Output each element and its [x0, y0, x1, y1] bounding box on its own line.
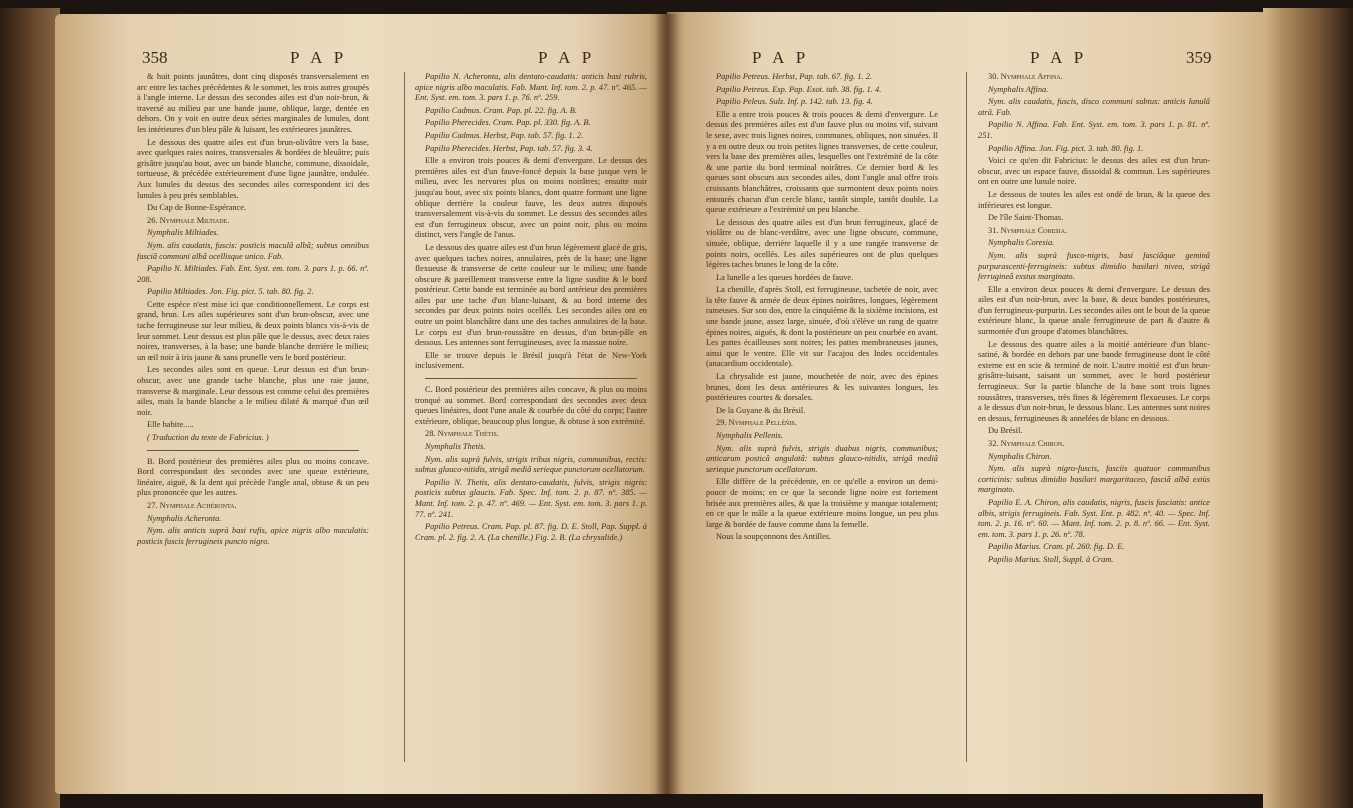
reference: Papilio Affina. Jon. Fig. pict. 3. tab. 80. fig. 1. — [988, 143, 1144, 153]
section-divider — [147, 450, 359, 451]
column-rule-left — [404, 72, 405, 762]
reference: Papilio Marius. Stoll, Suppl. à Cram. — [988, 554, 1114, 564]
species-heading: 28. Nymphale Thétis. — [425, 429, 499, 439]
species-diagnosis: Nym. alis anticis suprà basi rufis, apice nigris albo maculatis: posticis fuscis ferrugineis puncto nigro. — [137, 526, 369, 546]
paragraph: Elle a environ deux pouces & demi d'envergure. Le dessus des ailes est d'un noir-brun, avec la base, & deux bandes postérieures, d'un ferrugineux-purpurin. Les secondes ailes ont le bout de la queue extérieure blanc, la queue anale ferrugineuse de part & d'autre & surmontée d'un groupe d'atomes blanchâtres. — [978, 284, 1210, 337]
book-gutter — [655, 14, 679, 794]
species-heading: 26. Nymphale Miltiade. — [147, 215, 230, 225]
species-latin-name: Nymphalis Chiron. — [988, 451, 1052, 461]
species-diagnosis: Nym. alis suprà fulvis, strigis tribus nigris, communibus, rectis: subtus glauco-nitidis, strigâ mediâ serieque punctorum ocellatorum. — [415, 454, 647, 475]
running-head-right-2: P A P — [1030, 48, 1088, 67]
paragraph: Le dessous des quatre ailes est d'un brun légèrement glacé de gris, avec quelques taches noires, annulaires, près de la base; une ligne flexueuse & transverse de cette couleur sur le milieu; une bande obscure & pareillement transverse entre la ligne susdite & le bord postérieur. Cette bande est terminée au bord antérieur des premières ailes par une tache d'un blanc-luisant, & au bord interne des secondes par deux points noirs ocellés. Les secondes ailes ont en outre un point blanchâtre dans une des taches annulaires de la base. Le corps est d'un brun-roussâtre en dessus, d'un brun-pâle en dessous. Les antennes sont ferrugineuses, avec la massue noire. — [415, 242, 647, 348]
book-cover-left-edge — [0, 8, 60, 808]
species-latin-name: Nymphalis Coresia. — [988, 238, 1055, 248]
reference: Papilio N. Miltiades. Fab. Ent. Syst. em. tom. 3. pars 1. p. 66. nº. 208. — [137, 264, 369, 284]
species-diagnosis: Nym. alis caudatis, fuscis: posticis maculâ albâ; subtus omnibus fasciâ communi albâ ocellisque unico. Fab. — [137, 240, 369, 261]
text-column-3 — [706, 72, 938, 545]
reference: Papilio Miltiades. Jon. Fig. pict. 5. tab. 80. fig. 2. — [147, 287, 314, 297]
reference: Papilio N. Thetis, alis dentato-caudatis, fulvis, strigis nigris: posticis subtus glaucis. Fab. Spec. Inf. tom. 2. p. 87. nº. 385. — Mant. Inf. tom. 2. p. 47. nº. 469. — Ent. Syst. em. tom. 3. pars 1. p. 77. nº. 241. — [415, 477, 647, 519]
book-cover-right-edge — [1263, 8, 1353, 808]
reference: Papilio Cadmus. Cram. Pap. pl. 22. fig. A. B. — [425, 105, 577, 115]
paragraph: Elle habite..... — [147, 420, 194, 430]
reference: Papilio Marius. Cram. pl. 260. fig. D. E. — [988, 542, 1125, 552]
paragraph: Elle diffère de la précédente, en ce qu'elle a environ un demi-pouce de moins; en ce que la seconde ligne noire est fortement brisée aux premières ailes, & que la troisième y manque totalement; en ce que le mâle a la queue extérieure moins longue, un peu plus large & bordée de fauve comme dans la femelle. — [706, 477, 938, 529]
species-heading: 32. Nymphale Chiron. — [988, 439, 1065, 448]
reference: Papilio Petreus. Esp. Pap. Exot. tab. 38. fig. 1. 4. — [716, 84, 882, 94]
species-latin-name: Nymphalis Affina. — [988, 84, 1049, 94]
paragraph: Le dessous de toutes les ailes est ondé de brun, & la queue des inférieures est longue. — [978, 189, 1210, 210]
text-column-4 — [978, 72, 1210, 568]
column-rule-right — [966, 72, 967, 762]
paragraph: Elle se trouve depuis le Brésil jusqu'à l'état de New-York inclusivement. — [415, 350, 647, 371]
paragraph: La chrysalide est jaune, mouchetée de noir, avec des épines brunes, dont les deux antérieures & les suivantes longues, les postérieures courtes & dorsales. — [706, 372, 938, 403]
paragraph: De la Guyane & du Brésil. — [716, 405, 806, 415]
section-divider — [425, 378, 637, 379]
paragraph: Les secondes ailes sont en queue. Leur dessus est d'un brun-obscur, avec une grande tache blanche, plus une raie jaune, transverse & marginale. Leur dessous est comme celui des premières ailes, mais la bande blanche a le milieu dilaté & marqué d'un œil noir. — [137, 365, 369, 417]
paragraph: Le dessous des quatre ailes est d'un brun ferrugineux, glacé de violâtre ou de blanc-verdâtre, avec une ligne obscure, commune, sinuée, oblique, derrière laquelle il y a une rangée transverse de points noirs, ocellés. Les ailes supérieures ont de plus quelques légères taches brunes le long de la côte. — [706, 217, 938, 270]
paragraph: Du Brésil. — [988, 426, 1023, 436]
species-heading: 30. Nymphale Affina. — [988, 72, 1063, 81]
species-heading: 27. Nymphale Achéronta. — [147, 500, 237, 510]
reference: Papilio N. Affina. Fab. Ent. Syst. em. tom. 3. pars 1. p. 81. nº. 251. — [978, 120, 1210, 140]
running-head-left-1: P A P — [290, 48, 348, 67]
running-head-right-1: P A P — [752, 48, 810, 67]
species-latin-name: Nymphalis Pellenis. — [716, 431, 783, 440]
reference: Papilio Petreus. Cram. Pap. pl. 87. fig. D. E. Stoll, Pap. Suppl. à Cram. pl. 2. fig. 2. A. (La chenille.) Fig. 2. B. (La chrysalide.) — [415, 522, 647, 542]
text-column-2 — [415, 72, 647, 545]
paragraph: Cette espèce n'est mise ici que conditionnellement. Le corps est grand, brun. Les ailes supérieures sont d'un brun-obscur, avec une tache ferrugineuse sur leur milieu, & deux points blancs vis-à-vis de leur sommet. Leur dessus est plus pâle que le dessus, avec deux raies noires, transverses, à la base; une bande blanche derrière le milieu; un œil noir à iris jaune & sans prunelle vers le bord postérieur. — [137, 299, 369, 362]
paragraph: La chenille, d'après Stoll, est ferrugineuse, tachetée de noir, avec la tête fauve & armée de deux épines noirâtres, longues, légèrement rameuses. Sur son dos, entre la cinquième & la sixième incisions, est une bande jaune, assez large, sinuée, d'où s'élève un rang de quatre épines noires, aiguës, & dont la postérieure un peu courbée en avant. Les pattes écailleuses sont noires; les pattes membraneuses jaunes, ainsi que le ventre. Elle vit sur l'acajou des Indes occidentales (anacardium occidentale). — [706, 285, 938, 369]
reference: Papilio Pherecides. Cram. Pap. pl. 330. fig. A. B. — [425, 118, 591, 128]
paragraph: Le dessous des quatre ailes est d'un brun-olivâtre vers la base, avec quelques raies noires, transversales & bordées de bleuâtre; puis grisâtre jusqu'au bout, avec un bande blanche, commune, dissoidale, tortueuse, & précédée extérieurement d'une ligne jaunâtre, ondulée. Aux lunules du dessus des secondes ailes correspondent ici des lunules à peu près semblables. — [137, 137, 369, 200]
reference: Papilio Pherecides. Herbst, Pap. tab. 57. fig. 3. 4. — [425, 143, 593, 153]
page-number-left: 358 — [142, 48, 168, 67]
species-diagnosis: Nym. alis suprà fulvis, strigis duabus nigris, communibus; anticarum posticâ angulatâ: subtus glauco-nitidis, strigâ mediâ serieque punctorum ocellatorum. — [706, 443, 938, 474]
text-column-1 — [137, 72, 369, 549]
paragraph: Nous la soupçonnons des Antilles. — [716, 532, 832, 542]
paragraph: Elle a entre trois pouces & trois pouces & demi d'envergure. Le dessus des premières ailes est d'un fauve plus ou moins vif, suivant le sexe, avec trois lignes noires, communes, obliques, non sinuées. Il y a en outre deux ou trois petites lignes transverses, de cette couleur, vers la base des premières ailes, lesquelles ont l'extrémité de la côte & une partie du bord terminal noirâtres. Ce dernier bord & les queues sont obscurs aux secondes ailes, dont l'angle anal offre trois croissants blanchâtres, croissants que surmontent deux points noirs entourés chacun d'un cercle blanc, tantôt simple, tantôt double. La queue extérieure a l'extrémité un peu blanche. — [706, 109, 938, 215]
species-latin-name: Nymphalis Miltiades. — [147, 228, 219, 238]
species-heading: 29. Nymphale Pelléńis. — [716, 418, 797, 428]
species-diagnosis: Nym. alis suprà fusco-nigris, basi fasciâque geminâ purpurascenti-ferrugineis: subtus dimidio basilari niveo, strigâ ferrugineâ exstus marginato. — [978, 250, 1210, 282]
paragraph: B. Bord postérieur des premières ailes plus ou moins concave. Bord correspondant des secondes avec une queue extérieure, linéaire, aiguë, & la dent qui précède l'angle anal, obtuse & un peu plus prononcée que les autres. — [137, 456, 369, 498]
translation-note: ( Traduction du texte de Fabricius. ) — [147, 433, 269, 442]
species-diagnosis: Nym. alis caudatis, fuscis, disco communi subtus: anticis lunulâ atrâ. Fab. — [978, 97, 1210, 117]
paragraph: C. Bord postérieur des premières ailes concave, & plus ou moins tronqué au sommet. Bord correspondant des secondes avec deux queues linéaires, dont l'une anale & courbée du côté du corps; l'autre extérieure, oblique, beaucoup plus longue, & obtuse à son extrémité. — [415, 385, 647, 426]
species-latin-name: Nymphalis Thetis. — [425, 442, 486, 451]
reference: Papilio Cadmus. Herbst, Pap. tab. 57. fig. 1. 2. — [425, 130, 584, 140]
paragraph: Elle a environ trois pouces & demi d'envergure. Le dessus des premières ailes est d'un fauve-foncé depuis la base jusque vers le milieu, avec les nervures plus ou moins noirâtres; ensuite noir jusqu'au bout, avec six points blancs, dont quatre formant une ligne oblique derrière la couleur fauve, les deux autres disposés transversalement vis-à-vis du sommet. Le dessus des secondes ailes est d'un ferrugineux obscur, avec un point noir, plus ou moins distinct, vers l'angle de l'anus. — [415, 156, 647, 240]
running-head-left-2: P A P — [538, 48, 596, 67]
paragraph: & huit points jaunâtres, dont cinq disposés transversalement en arc entre les taches précédentes & le sommet, les trois autres groupés à l'angle interne. Le dessus des secondes ailes est d'un noir-brun, & traversé au milieu par une bande jaune, oblique, large, dentée en dehors. On y voit en outre deux séries marginales de lunules, dont les intérieures d'un bleu pâle & luisant, les extérieures jaunâtres. — [137, 72, 369, 134]
paragraph: Le dessous des quatre ailes a la moitié antérieure d'un blanc-satiné, & bordée en dehors par une bande ferrugineuse dont le côté externe est en scie & terminé de noir. L'autre moitié est d'un brun-grisâtre-luisant, saisant un sommet, avec le bord postérieur ferrugineux. Sur la partie blanche de la base sont trois lignes roussâtres, transverses, très fines & légèrement flexueuses. Le corps a le dessus d'un noir-brun, le dessous blanc. Les antennes sont noires en dessus, ferrugineuses & annelées de blanc en dessous. — [978, 339, 1210, 423]
reference: Papilio N. Acheronta, alis dentato-caudatis: anticis basi rubris, apice nigris albo maculatis. Fab. Mant. Inf. tom. 2. p. 47. nº. 465. — Ent. Syst. em. tom. 3. pars 1. p. 76. nº. 259. — [415, 72, 647, 103]
paragraph: De l'île Saint-Thomas. — [988, 213, 1064, 223]
species-diagnosis: Nym. alis suprà nigro-fuscis, fasciis quatuor communibus corticinis: subtus dimidio basilari margaritaceo, fasciâ albâ extùs marginato. — [978, 464, 1210, 495]
paragraph: Du Cap de Bonne-Espérance. — [147, 203, 247, 213]
page-number-right: 359 — [1186, 48, 1212, 67]
reference: Papilio E. A. Chiron, alis caudatis, nigris, fuscis fasciatis: antice albis, strigis ferrugineis. Fab. Syst. Ent. p. 482. nº. 40. — Spec. Inf. tom. 2. p. 16. nº. 60. — Mant. Inf. tom. 2. p. 8. nº. 66. — Ent. Syst. em. tom. 3. pars 1. p. 26. nº. 78. — [978, 497, 1210, 539]
reference: Papilio Petreus. Herbst, Pap. tab. 67. fig. 1. 2. — [716, 72, 873, 81]
species-heading: 31. Nymphale Coresia. — [988, 225, 1068, 235]
species-latin-name: Nymphalis Acheronta. — [147, 513, 222, 523]
paragraph: La lunelle a les queues bordées de fauve. — [716, 272, 854, 282]
paragraph: Voici ce qu'en dit Fabricius: le dessus des ailes est d'un brun-obscur, avec un espace fauve, dissoidal & commun. Les supérieures ont en outre une lunule noire. — [978, 156, 1210, 187]
reference: Papilio Peleus. Sulz. Inf. p. 142. tab. 13. fig. 4. — [716, 97, 873, 107]
